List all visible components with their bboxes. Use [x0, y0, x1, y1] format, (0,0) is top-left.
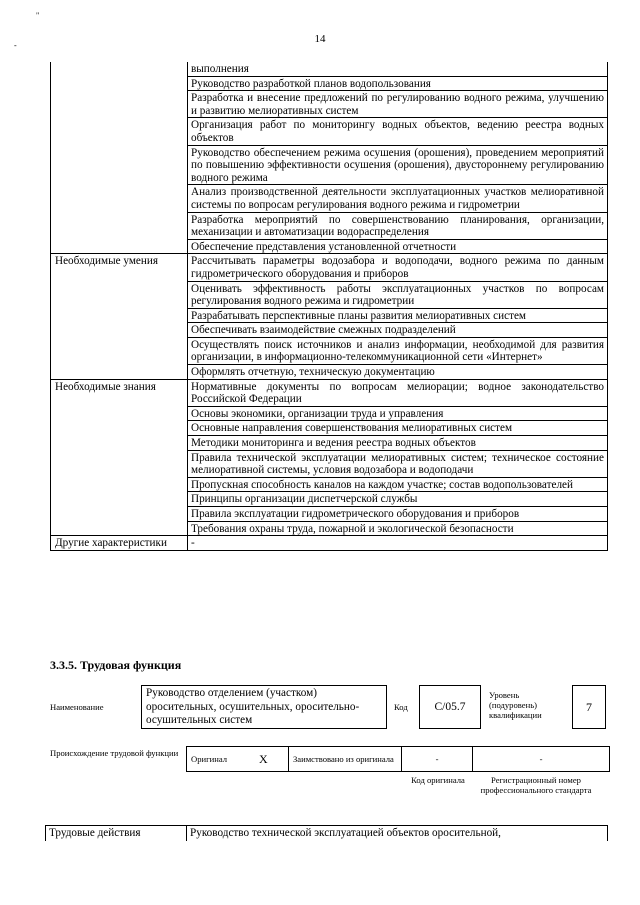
row-item: Руководство разработкой планов водопользования [188, 76, 608, 91]
code-label: Код [394, 702, 408, 712]
origin-table [186, 746, 610, 772]
section-title: 3.3.5. Трудовая функция [50, 658, 182, 672]
row-item: Руководство обеспечением режима осушения (орошения), проведением мероприятий по повышению эффективности осушения (орошения), двустороннему регулированию водного режима [188, 145, 608, 185]
table-row [51, 536, 608, 551]
table-row [51, 254, 608, 281]
row-label: Необходимые знания [51, 379, 188, 536]
margin-mark: - [14, 41, 17, 50]
margin-mark: " [36, 11, 40, 20]
row-item: Анализ производственной деятельности эксплуатационных участков мелиоративной системы по вопросам регулирования водного режима и гидрометрии [188, 185, 608, 212]
row-item: Основные направления совершенствования мелиоративных систем [188, 421, 608, 436]
row-item: - [188, 536, 608, 551]
row-label [51, 62, 188, 254]
requirements-table [50, 62, 608, 551]
code-caption: Код оригинала [411, 775, 465, 785]
row-item: Разработка мероприятий по совершенствованию планирования, организации, механизации и автоматизации водораспределения [188, 212, 608, 239]
function-name-box: Руководство отделением (участком) оросительных, осушительных, оросительно-осушительных систем [141, 685, 387, 729]
row-label: Другие характеристики [51, 536, 188, 551]
row-item: Пропускная способность каналов на каждом участке; состав водопользователей [188, 477, 608, 492]
row-item: Правила эксплуатации гидрометрического оборудования и приборов [188, 507, 608, 522]
row-item: Оценивать эффективность работы эксплуатационных участков по вопросам регулирования водного режима и гидрометрии [188, 281, 608, 308]
row-item: Осуществлять поиск источников и анализ информации, необходимой для развития организации, в информационно-телекоммуникационной сети «Интернет» [188, 337, 608, 364]
row-label: Необходимые умения [51, 254, 188, 379]
registration-caption: Регистрационный номер профессионального стандарта [480, 775, 592, 795]
row-item: Правила технической эксплуатации мелиоративных систем; техническое состояние мелиоративной системы, условия водозабора и водоподачи [188, 450, 608, 477]
row-item: Методики мониторинга и ведения реестра водных объектов [188, 436, 608, 451]
table-row [51, 379, 608, 406]
borrowed-label: Заимствовано из оригинала [289, 747, 402, 772]
row-item: Оформлять отчетную, техническую документацию [188, 365, 608, 380]
row-item: Разработка и внесение предложений по регулированию водного режима, улучшению и развитию мелиоративных систем [188, 91, 608, 118]
original-mark: X [255, 747, 289, 772]
row-item: Организация работ по мониторингу водных объектов, ведению реестра водных объектов [188, 118, 608, 145]
function-code-box: С/05.7 [419, 685, 481, 729]
registration-number-cell: - [473, 747, 610, 772]
level-label: Уровень (подуровень) квалификации [489, 690, 542, 720]
row-item: Требования охраны труда, пожарной и экологической безопасности [188, 521, 608, 536]
page-number: 14 [314, 33, 326, 45]
row-item: Обеспечение представления установленной отчетности [188, 239, 608, 254]
labor-actions-table [45, 825, 608, 841]
row-item: Обеспечивать взаимодействие смежных подразделений [188, 323, 608, 338]
labor-actions-label: Трудовые действия [46, 826, 187, 842]
original-label: Оригинал [187, 747, 256, 772]
row-item: Разрабатывать перспективные планы развития мелиоративных систем [188, 308, 608, 323]
row-item: Основы экономики, организации труда и управления [188, 406, 608, 421]
origin-label: Происхождение трудовой функции [50, 748, 179, 758]
labor-action-item: Руководство технической эксплуатацией объектов оросительной, [187, 826, 608, 842]
row-item: Рассчитывать параметры водозабора и водоподачи, водного режима по данным гидрометрического оборудования и приборов [188, 254, 608, 281]
row-item: Нормативные документы по вопросам мелиорации; водное законодательство Российской Федерации [188, 379, 608, 406]
level-box: 7 [572, 685, 606, 729]
row-item: выполнения [188, 62, 608, 76]
original-code-cell: - [402, 747, 473, 772]
table-row [51, 62, 608, 76]
name-label: Наименование [50, 702, 104, 712]
row-item: Принципы организации диспетчерской службы [188, 492, 608, 507]
